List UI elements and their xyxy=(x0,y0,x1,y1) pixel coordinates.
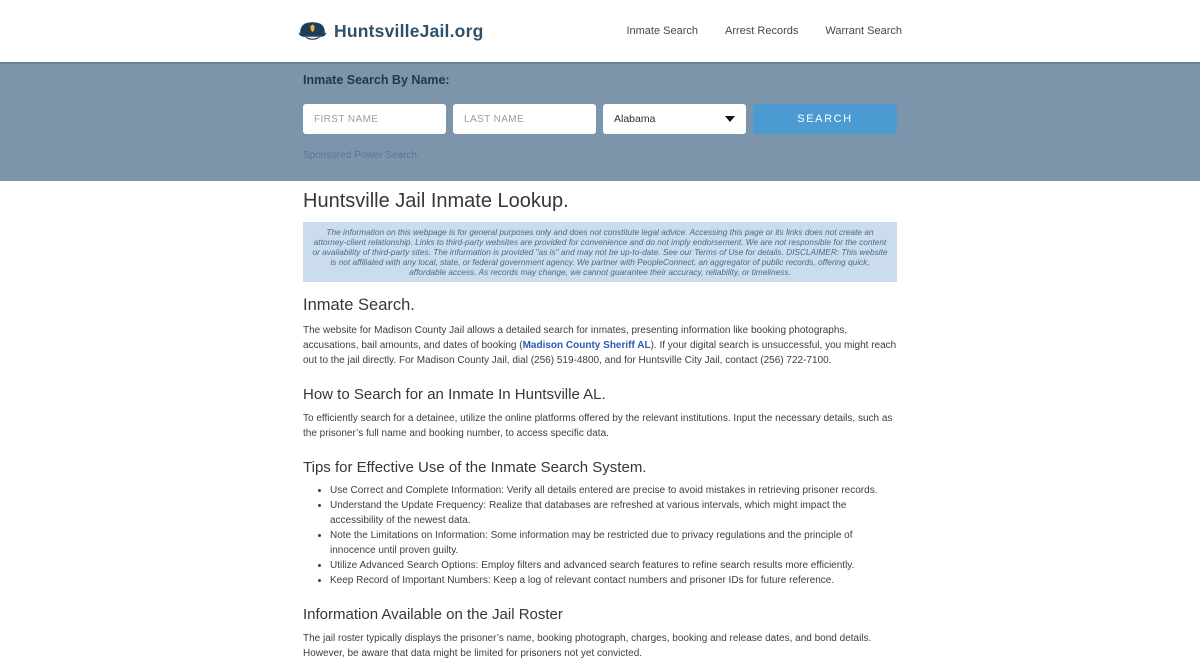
nav-warrant-search[interactable]: Warrant Search xyxy=(825,25,902,37)
first-name-input[interactable] xyxy=(303,104,446,134)
site-header xyxy=(0,0,1200,62)
police-cap-icon xyxy=(298,20,327,42)
heading-roster-info: Information Available on the Jail Roster xyxy=(303,606,563,623)
paragraph-text-before-link: The website for Madison County Jail allows a detailed search for inmates, presenting information like booking photographs, accusations, bail amounts, and dates of booking ( xyxy=(303,325,848,351)
nav-inmate-search[interactable]: Inmate Search xyxy=(626,25,699,37)
page-title: Huntsville Jail Inmate Lookup. xyxy=(303,190,569,212)
brand-logo[interactable] xyxy=(298,20,483,42)
state-select[interactable] xyxy=(603,104,746,134)
chevron-down-icon xyxy=(725,116,735,122)
tips-list-item: • Understand the Update Frequency: Realize that databases are refreshed at various intervals, which might impact the accessibility of the newest data. xyxy=(330,498,897,528)
paragraph-text-after-link: ). If your digital search is unsuccessful, you might reach out to the jail directly. For Madison County Jail, dial (256) 519-4800, and for Huntsville City Jail, contact (256) 722-7100. xyxy=(303,340,897,366)
main-nav xyxy=(626,25,902,37)
state-select-value: Alabama xyxy=(614,113,656,125)
heading-inmate-search: Inmate Search. xyxy=(303,296,415,314)
search-form xyxy=(303,104,897,134)
paragraph-inmate-search xyxy=(303,323,897,368)
last-name-input[interactable] xyxy=(453,104,596,134)
sponsored-power-search-link[interactable]: Sponsored Power Search. xyxy=(303,150,420,161)
heading-how-to-search: How to Search for an Inmate In Huntsville AL. xyxy=(303,386,606,403)
tips-list-item: • Note the Limitations on Information: Some information may be restricted due to privacy regulations and the principle of innocence until proven guilty. xyxy=(330,528,897,558)
tips-list-item: • Utilize Advanced Search Options: Employ filters and advanced search features to refine search results more efficiently. xyxy=(330,558,897,573)
tips-list xyxy=(303,483,897,588)
search-panel-title: Inmate Search By Name: xyxy=(303,73,450,87)
brand-text: HuntsvilleJail.org xyxy=(334,20,484,41)
article-content xyxy=(303,181,897,661)
madison-county-sheriff-link[interactable]: Madison County Sheriff AL xyxy=(522,340,651,351)
inmate-search-panel xyxy=(0,62,1200,181)
nav-arrest-records[interactable]: Arrest Records xyxy=(725,25,799,37)
tips-list-item: • Keep Record of Important Numbers: Keep a log of relevant contact numbers and prisoner IDs for future reference. xyxy=(330,573,897,588)
search-button[interactable]: SEARCH xyxy=(753,104,897,134)
paragraph-roster-info: The jail roster typically displays the prisoner’s name, booking photograph, charges, booking and release dates, and bond details. However, be aware that data might be limited for prisoners not yet convicted. xyxy=(303,633,872,659)
heading-tips: Tips for Effective Use of the Inmate Search System. xyxy=(303,459,647,476)
tips-list-item: • Use Correct and Complete Information: Verify all details entered are precise to avoid mistakes in retrieving prisoner records. xyxy=(330,483,897,498)
paragraph-how-to-search: To efficiently search for a detainee, utilize the online platforms offered by the relevant institutions. Input the necessary details, such as the prisoner’s full name and booking number, to access specific data. xyxy=(303,413,893,439)
disclaimer-box: The information on this webpage is for general purposes only and does not constitute legal advice. Accessing this page or its links does not create an attorney-client relationship. Links to third-party websites are provided for convenience and do not imply endorsement. We are not responsible for the content or availability of third-party sites. The information is provided "as is" and may not be up-to-date. See our Terms of Use for details. DISCLAIMER: This website is not affiliated with any local, state, or federal government agency. We partner with PeopleConnect, an aggregator of public records, offering quick, affordable access. As records may change, we cannot guarantee their accuracy, reliability, or timeliness. xyxy=(303,222,897,282)
